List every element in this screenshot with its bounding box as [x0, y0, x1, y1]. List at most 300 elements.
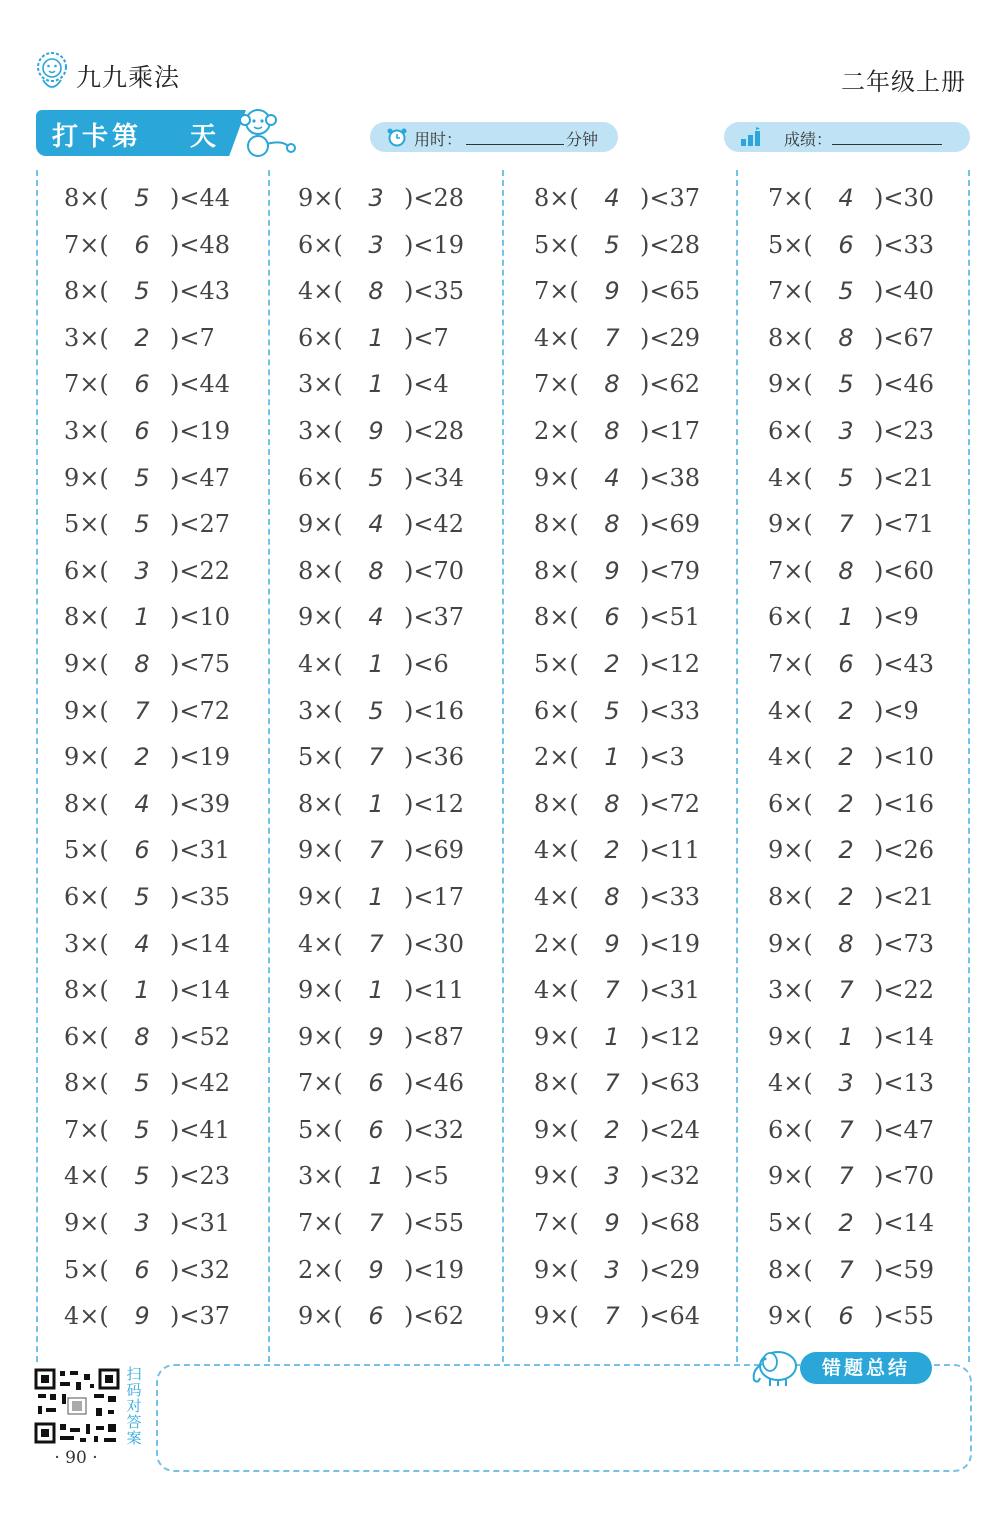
handwritten-answer[interactable]: 5: [838, 277, 854, 306]
exercise-row: [270, 502, 504, 549]
expression-left: 9×(: [298, 976, 343, 1005]
handwritten-answer[interactable]: 1: [368, 789, 384, 818]
expression-left: 8×(: [298, 556, 343, 585]
expression-left: 6×(: [768, 789, 813, 818]
exercise-row: [270, 316, 504, 363]
expression-right: )<10: [874, 743, 935, 772]
handwritten-answer[interactable]: 8: [604, 882, 620, 911]
handwritten-answer[interactable]: 7: [838, 1162, 854, 1191]
expression-left: 9×(: [298, 882, 343, 911]
expression-left: 9×(: [64, 696, 109, 725]
expression-left: 7×(: [64, 1115, 109, 1144]
expression-right: )<44: [170, 184, 231, 212]
exercise-row: [506, 362, 740, 409]
expression-right: )<22: [170, 556, 231, 585]
exercise-row: [740, 549, 974, 596]
exercise-row: [740, 456, 974, 503]
expression-right: )<33: [640, 696, 701, 725]
checkin-unit: 天: [190, 122, 217, 152]
expression-left: 5×(: [64, 510, 109, 539]
handwritten-answer[interactable]: 7: [604, 1069, 620, 1098]
handwritten-answer[interactable]: 6: [368, 1069, 384, 1098]
expression-right: )<28: [404, 416, 465, 445]
handwritten-answer[interactable]: 6: [838, 1302, 854, 1331]
handwritten-answer[interactable]: 8: [604, 789, 620, 818]
expression-left: 7×(: [768, 649, 813, 678]
expression-left: 4×(: [534, 836, 579, 865]
expression-left: 4×(: [534, 323, 579, 352]
expression-right: )<32: [640, 1162, 701, 1191]
handwritten-answer[interactable]: 3: [368, 184, 384, 212]
exercise-row: [36, 1015, 270, 1062]
expression-right: )<22: [874, 976, 935, 1005]
handwritten-answer[interactable]: 4: [368, 510, 384, 539]
expression-left: 3×(: [64, 323, 109, 352]
exercise-row: [506, 409, 740, 456]
expression-left: 9×(: [768, 1302, 813, 1331]
expression-right: )<51: [640, 603, 701, 632]
exercise-row: [740, 689, 974, 736]
handwritten-answer[interactable]: 6: [604, 603, 620, 632]
exercise-row: [36, 269, 270, 316]
handwritten-answer[interactable]: 7: [838, 1255, 854, 1284]
handwritten-answer[interactable]: 1: [604, 743, 620, 772]
expression-left: 4×(: [298, 277, 343, 306]
exercise-row: [740, 735, 974, 782]
expression-right: )<11: [640, 836, 701, 865]
expression-right: )<70: [874, 1162, 935, 1191]
handwritten-answer[interactable]: 1: [368, 976, 384, 1005]
handwritten-answer[interactable]: 9: [604, 556, 620, 585]
expression-right: )<29: [640, 1255, 701, 1284]
expression-left: 5×(: [768, 230, 813, 259]
expression-left: 9×(: [768, 510, 813, 539]
expression-right: )<26: [874, 836, 935, 865]
handwritten-answer[interactable]: 9: [134, 1302, 150, 1331]
handwritten-answer[interactable]: 5: [134, 1162, 150, 1191]
expression-left: 3×(: [298, 1162, 343, 1191]
exercise-row: [36, 409, 270, 456]
qr-caption: 扫码对答案: [126, 1365, 142, 1447]
handwritten-answer[interactable]: 7: [368, 929, 384, 958]
handwritten-answer[interactable]: 3: [838, 1069, 854, 1098]
exercise-row: [506, 549, 740, 596]
expression-right: )<9: [874, 603, 919, 632]
expression-right: )<12: [640, 1022, 701, 1051]
expression-right: )<5: [404, 1162, 449, 1191]
handwritten-answer[interactable]: 3: [134, 556, 150, 585]
handwritten-answer[interactable]: 2: [838, 696, 854, 725]
grade-label: 二年级上册: [841, 68, 966, 96]
handwritten-answer[interactable]: 8: [134, 1022, 150, 1051]
handwritten-answer[interactable]: 7: [604, 976, 620, 1005]
expression-right: )<40: [874, 277, 935, 306]
expression-left: 8×(: [768, 882, 813, 911]
handwritten-answer[interactable]: 3: [368, 230, 384, 259]
expression-right: )<7: [404, 323, 449, 352]
expression-left: 5×(: [64, 1255, 109, 1284]
exercise-row: [740, 223, 974, 270]
expression-right: )<65: [640, 277, 701, 306]
exercise-row: [36, 782, 270, 829]
handwritten-answer[interactable]: 1: [368, 649, 384, 678]
handwritten-answer[interactable]: 2: [604, 1115, 620, 1144]
handwritten-answer[interactable]: 4: [604, 184, 620, 212]
handwritten-answer[interactable]: 5: [604, 696, 620, 725]
exercise-row: [270, 456, 504, 503]
exercise-row: [740, 922, 974, 969]
exercise-row: [36, 968, 270, 1015]
expression-right: )<43: [170, 277, 231, 306]
handwritten-answer[interactable]: 5: [134, 1069, 150, 1098]
expression-right: )<12: [404, 789, 465, 818]
expression-left: 6×(: [298, 230, 343, 259]
handwritten-answer[interactable]: 2: [838, 882, 854, 911]
handwritten-answer[interactable]: 2: [604, 836, 620, 865]
expression-left: 6×(: [298, 463, 343, 492]
expression-left: 7×(: [768, 277, 813, 306]
expression-right: )<17: [640, 416, 701, 445]
expression-right: )<36: [404, 743, 465, 772]
expression-left: 9×(: [768, 836, 813, 865]
handwritten-answer[interactable]: 3: [838, 416, 854, 445]
exercise-row: [506, 502, 740, 549]
exercise-row: [270, 875, 504, 922]
exercise-row: [36, 642, 270, 689]
expression-left: 3×(: [298, 370, 343, 399]
exercise-row: [270, 922, 504, 969]
expression-left: 8×(: [534, 789, 579, 818]
podium-chart-icon: [740, 127, 762, 147]
exercise-row: [36, 828, 270, 875]
exercise-grid: [36, 170, 970, 1362]
expression-right: )<75: [170, 649, 231, 678]
expression-right: )<38: [640, 463, 701, 492]
expression-left: 9×(: [64, 743, 109, 772]
expression-left: 4×(: [298, 929, 343, 958]
handwritten-answer[interactable]: 5: [604, 230, 620, 259]
expression-right: )<14: [874, 1022, 935, 1051]
expression-left: 3×(: [768, 976, 813, 1005]
exercise-row: [36, 223, 270, 270]
expression-left: 4×(: [64, 1162, 109, 1191]
exercise-row: [740, 875, 974, 922]
handwritten-answer[interactable]: 5: [368, 463, 384, 492]
exercise-row: [506, 1015, 740, 1062]
expression-right: )<42: [170, 1069, 231, 1098]
handwritten-answer[interactable]: 9: [368, 1022, 384, 1051]
expression-right: )<31: [170, 1209, 231, 1238]
expression-right: )<24: [640, 1115, 701, 1144]
exercise-row: [36, 176, 270, 223]
expression-left: 9×(: [298, 510, 343, 539]
expression-left: 4×(: [534, 882, 579, 911]
handwritten-answer[interactable]: 5: [838, 463, 854, 492]
handwritten-answer[interactable]: 7: [368, 1209, 384, 1238]
handwritten-answer[interactable]: 6: [838, 649, 854, 678]
handwritten-answer[interactable]: 5: [134, 277, 150, 306]
expression-right: )<43: [874, 649, 935, 678]
expression-left: 8×(: [534, 510, 579, 539]
handwritten-answer[interactable]: 7: [838, 1115, 854, 1144]
exercise-row: [270, 735, 504, 782]
expression-left: 8×(: [298, 789, 343, 818]
handwritten-answer[interactable]: 7: [134, 696, 150, 725]
expression-right: )<23: [170, 1162, 231, 1191]
expression-right: )<55: [404, 1209, 465, 1238]
exercise-row: [270, 362, 504, 409]
handwritten-answer[interactable]: 9: [604, 929, 620, 958]
handwritten-answer[interactable]: 3: [134, 1209, 150, 1238]
expression-left: 7×(: [534, 1209, 579, 1238]
handwritten-answer[interactable]: 9: [604, 277, 620, 306]
exercise-row: [740, 409, 974, 456]
exercise-row: [36, 502, 270, 549]
handwritten-answer[interactable]: 9: [604, 1209, 620, 1238]
expression-left: 8×(: [534, 556, 579, 585]
exercise-row: [36, 689, 270, 736]
expression-left: 2×(: [298, 1255, 343, 1284]
handwritten-answer[interactable]: 2: [134, 743, 150, 772]
time-label: 用时：: [414, 130, 463, 149]
expression-right: )<34: [404, 463, 465, 492]
handwritten-answer[interactable]: 7: [604, 323, 620, 352]
handwritten-answer[interactable]: 8: [838, 929, 854, 958]
exercise-row: [270, 595, 504, 642]
exercise-row: [270, 1015, 504, 1062]
exercise-row: [506, 642, 740, 689]
handwritten-answer[interactable]: 1: [368, 1162, 384, 1191]
handwritten-answer[interactable]: 8: [368, 556, 384, 585]
handwritten-answer[interactable]: 7: [838, 976, 854, 1005]
expression-right: )<13: [874, 1069, 935, 1098]
handwritten-answer[interactable]: 7: [604, 1302, 620, 1331]
expression-left: 3×(: [298, 416, 343, 445]
handwritten-answer[interactable]: 2: [838, 1209, 854, 1238]
exercise-row: [270, 176, 504, 223]
handwritten-answer[interactable]: 3: [604, 1162, 620, 1191]
score-blank[interactable]: [832, 144, 942, 145]
handwritten-answer[interactable]: 4: [604, 463, 620, 492]
handwritten-answer[interactable]: 8: [368, 277, 384, 306]
handwritten-answer[interactable]: 5: [134, 882, 150, 911]
exercise-row: [270, 409, 504, 456]
expression-right: )<30: [404, 929, 465, 958]
exercise-row: [506, 968, 740, 1015]
exercise-row: [270, 269, 504, 316]
handwritten-answer[interactable]: 1: [368, 323, 384, 352]
exercise-row: [36, 316, 270, 363]
handwritten-answer[interactable]: 8: [604, 510, 620, 539]
expression-right: )<31: [640, 976, 701, 1005]
exercise-row: [270, 223, 504, 270]
exercise-row: [740, 968, 974, 1015]
exercise-row: [740, 502, 974, 549]
expression-left: 3×(: [64, 929, 109, 958]
expression-right: )<73: [874, 929, 935, 958]
handwritten-answer[interactable]: 8: [838, 323, 854, 352]
expression-left: 6×(: [768, 416, 813, 445]
handwritten-answer[interactable]: 6: [134, 230, 150, 259]
handwritten-answer[interactable]: 2: [134, 323, 150, 352]
time-field[interactable]: [370, 122, 618, 152]
handwritten-answer[interactable]: 6: [134, 416, 150, 445]
expression-right: )<41: [170, 1115, 231, 1144]
handwritten-answer[interactable]: 5: [134, 463, 150, 492]
handwritten-answer[interactable]: 2: [838, 789, 854, 818]
expression-right: )<29: [640, 323, 701, 352]
expression-right: )<37: [640, 184, 701, 212]
exercise-row: [740, 176, 974, 223]
handwritten-answer[interactable]: 4: [368, 603, 384, 632]
handwritten-answer[interactable]: 8: [134, 649, 150, 678]
expression-right: )<44: [170, 370, 231, 399]
exercise-row: [506, 689, 740, 736]
handwritten-answer[interactable]: 9: [368, 1255, 384, 1284]
handwritten-answer[interactable]: 7: [838, 510, 854, 539]
expression-right: )<28: [404, 184, 465, 212]
exercise-row: [506, 1154, 740, 1201]
expression-left: 4×(: [768, 743, 813, 772]
expression-left: 4×(: [768, 463, 813, 492]
expression-left: 9×(: [298, 603, 343, 632]
expression-right: )<47: [874, 1115, 935, 1144]
exercise-row: [270, 689, 504, 736]
exercise-row: [270, 1294, 504, 1341]
handwritten-answer[interactable]: 4: [134, 929, 150, 958]
expression-left: 9×(: [64, 463, 109, 492]
expression-left: 9×(: [534, 1255, 579, 1284]
exercise-column-4: [740, 176, 974, 1341]
expression-left: 7×(: [298, 1069, 343, 1098]
handwritten-answer[interactable]: 3: [604, 1255, 620, 1284]
handwritten-answer[interactable]: 8: [838, 556, 854, 585]
page-number: · 90 ·: [54, 1448, 98, 1468]
expression-right: )<12: [640, 649, 701, 678]
exercise-row: [36, 456, 270, 503]
exercise-row: [270, 1201, 504, 1248]
time-blank[interactable]: [466, 144, 564, 145]
handwritten-answer[interactable]: 6: [134, 370, 150, 399]
expression-left: 7×(: [64, 370, 109, 399]
handwritten-answer[interactable]: 1: [134, 603, 150, 632]
expression-left: 8×(: [534, 603, 579, 632]
handwritten-answer[interactable]: 1: [368, 370, 384, 399]
exercise-row: [740, 642, 974, 689]
expression-right: )<19: [404, 1255, 465, 1284]
expression-right: )<32: [404, 1115, 465, 1144]
handwritten-answer[interactable]: 5: [134, 184, 150, 212]
expression-left: 9×(: [534, 1302, 579, 1331]
expression-right: )<16: [404, 696, 465, 725]
expression-left: 4×(: [298, 649, 343, 678]
expression-left: 4×(: [534, 976, 579, 1005]
qr-code[interactable]: [34, 1368, 120, 1444]
expression-right: )<72: [640, 789, 701, 818]
exercise-row: [36, 549, 270, 596]
expression-left: 9×(: [298, 1302, 343, 1331]
exercise-row: [36, 595, 270, 642]
exercise-row: [506, 1294, 740, 1341]
exercise-row: [270, 642, 504, 689]
exercise-row: [36, 1061, 270, 1108]
exercise-row: [740, 1061, 974, 1108]
handwritten-answer[interactable]: 8: [604, 370, 620, 399]
handwritten-answer[interactable]: 2: [838, 743, 854, 772]
exercise-row: [740, 1201, 974, 1248]
checkin-label: 打卡第: [52, 122, 143, 152]
expression-left: 9×(: [768, 1162, 813, 1191]
handwritten-answer[interactable]: 1: [134, 976, 150, 1005]
handwritten-answer[interactable]: 1: [838, 603, 854, 632]
expression-left: 2×(: [534, 416, 579, 445]
expression-right: )<3: [640, 743, 685, 772]
expression-left: 4×(: [768, 696, 813, 725]
handwritten-answer[interactable]: 4: [838, 184, 854, 212]
handwritten-answer[interactable]: 9: [368, 416, 384, 445]
expression-right: )<64: [640, 1302, 701, 1331]
handwritten-answer[interactable]: 1: [838, 1022, 854, 1051]
expression-left: 9×(: [64, 649, 109, 678]
expression-right: )<48: [170, 230, 231, 259]
expression-right: )<14: [170, 976, 231, 1005]
handwritten-answer[interactable]: 6: [134, 836, 150, 865]
expression-left: 5×(: [534, 230, 579, 259]
handwritten-answer[interactable]: 5: [368, 696, 384, 725]
exercise-row: [36, 1248, 270, 1295]
expression-left: 9×(: [768, 370, 813, 399]
time-unit: 分钟: [566, 130, 599, 149]
expression-right: )<47: [170, 463, 231, 492]
handwritten-answer[interactable]: 5: [838, 370, 854, 399]
expression-right: )<30: [874, 184, 935, 212]
exercise-row: [270, 549, 504, 596]
exercise-row: [506, 735, 740, 782]
exercise-row: [36, 922, 270, 969]
expression-right: )<17: [404, 882, 465, 911]
expression-right: )<7: [170, 323, 215, 352]
expression-left: 7×(: [768, 184, 813, 212]
handwritten-answer[interactable]: 6: [368, 1302, 384, 1331]
handwritten-answer[interactable]: 1: [604, 1022, 620, 1051]
expression-left: 2×(: [534, 929, 579, 958]
exercise-row: [506, 782, 740, 829]
handwritten-answer[interactable]: 6: [368, 1115, 384, 1144]
handwritten-answer[interactable]: 4: [134, 789, 150, 818]
handwritten-answer[interactable]: 5: [134, 1115, 150, 1144]
handwritten-answer[interactable]: 8: [604, 416, 620, 445]
expression-left: 8×(: [534, 184, 579, 212]
expression-right: )<19: [404, 230, 465, 259]
handwritten-answer[interactable]: 1: [368, 882, 384, 911]
elephant-mascot-icon: [748, 1344, 804, 1388]
score-field[interactable]: [724, 122, 970, 152]
expression-left: 6×(: [768, 603, 813, 632]
handwritten-answer[interactable]: 7: [368, 836, 384, 865]
handwritten-answer[interactable]: 7: [368, 743, 384, 772]
expression-left: 6×(: [534, 696, 579, 725]
exercise-row: [740, 1154, 974, 1201]
handwritten-answer[interactable]: 6: [838, 230, 854, 259]
handwritten-answer[interactable]: 6: [134, 1255, 150, 1284]
expression-right: )<37: [404, 603, 465, 632]
handwritten-answer[interactable]: 5: [134, 510, 150, 539]
exercise-row: [740, 1108, 974, 1155]
handwritten-answer[interactable]: 2: [838, 836, 854, 865]
handwritten-answer[interactable]: 2: [604, 649, 620, 678]
lion-mascot-icon: [32, 50, 72, 94]
expression-right: )<52: [170, 1022, 231, 1051]
